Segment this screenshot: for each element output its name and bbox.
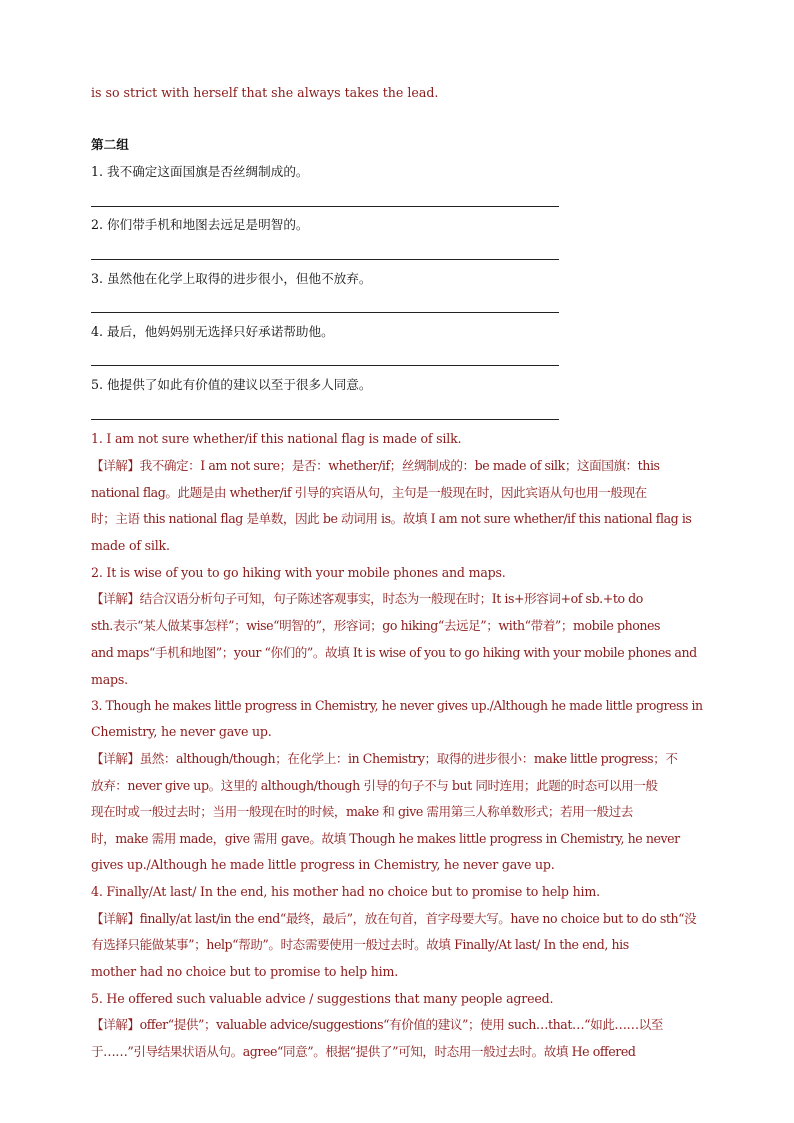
- detail-line: national flag。此题是由 whether/if 引导的宾语从句，主句是一般现在时，因此宾语从句也用一般现在: [91, 485, 647, 500]
- question-1: 1. 我不确定这面国旗是否丝绸制成的。: [91, 164, 309, 179]
- answer-blank-1: [91, 206, 559, 207]
- group-heading: 第二组: [91, 137, 129, 152]
- detail-line: 【详解】结合汉语分析句子可知，句子陈述客观事实，时态为一般现在时；It is+形容词+of sb.+to do: [91, 591, 643, 606]
- detail-label: 【详解】: [91, 911, 140, 926]
- answer-blank-4: [91, 365, 559, 366]
- detail-line: 【详解】虽然：although/though；在化学上：in Chemistry；取得的进步很小：make little progress；不: [91, 751, 678, 766]
- detail-line: 时；主语 this national flag 是单数，因此 be 动词用 is。故填 I am not sure whether/if this national flag is: [91, 511, 692, 526]
- detail-line: 现在时或一般过去时；当用一般现在时的时候，make 和 give 需用第三人称单数形式；若用一般过去: [91, 804, 633, 819]
- detail-line: and maps“手机和地图”；your “你们的”。故填 It is wise of you to go hiking with your mobile phones and: [91, 645, 697, 660]
- detail-line: mother had no choice but to promise to help him.: [91, 964, 399, 979]
- answer-3-cont: Chemistry, he never gave up.: [91, 724, 272, 739]
- detail-line: made of silk.: [91, 538, 170, 553]
- answer-3: 3. Though he makes little progress in Chemistry, he never gives up./Although he made little progress in: [91, 698, 703, 713]
- answer-5: 5. He offered such valuable advice / suggestions that many people agreed.: [91, 991, 554, 1006]
- question-5: 5. 他提供了如此有价值的建议以至于很多人同意。: [91, 377, 372, 392]
- detail-line: 放弃：never give up。这里的 although/though 引导的句子不与 but 同时连用；此题的时态可以用一般: [91, 778, 658, 793]
- detail-line: sth.表示“某人做某事怎样”；wise“明智的”，形容词；go hiking“去远足”；with“带着”；mobile phones: [91, 618, 661, 633]
- detail-line: 【详解】我不确定：I am not sure；是否：whether/if；丝绸制成的：be made of silk；这面国旗：this: [91, 458, 660, 473]
- detail-label: 【详解】: [91, 1017, 140, 1032]
- detail-line: 【详解】offer“提供”；valuable advice/suggestions“有价值的建议”；使用 such…that…“如此……以至: [91, 1017, 663, 1032]
- detail-label: 【详解】: [91, 591, 140, 606]
- detail-line: gives up./Although he made little progress in Chemistry, he never gave up.: [91, 857, 555, 872]
- detail-line: maps.: [91, 672, 128, 687]
- answer-2: 2. It is wise of you to go hiking with your mobile phones and maps.: [91, 565, 506, 580]
- answer-blank-3: [91, 312, 559, 313]
- question-4: 4. 最后，他妈妈别无选择只好承诺帮助他。: [91, 324, 334, 339]
- answer-4: 4. Finally/At last/ In the end, his mother had no choice but to promise to help him.: [91, 884, 600, 899]
- detail-line: 【详解】finally/at last/in the end“最终，最后”，放在句首，首字母要大写。have no choice but to do sth“没: [91, 911, 697, 926]
- detail-line: 有选择只能做某事”；help“帮助”。时态需要使用一般过去时。故填 Finally/At last/ In the end, his: [91, 937, 629, 952]
- question-2: 2. 你们带手机和地图去远足是明智的。: [91, 217, 309, 232]
- answer-blank-5: [91, 419, 559, 420]
- detail-line: 时，make 需用 made，give 需用 gave。故填 Though he makes little progress in Chemistry, he never: [91, 831, 680, 846]
- answer-1: 1. I am not sure whether/if this national flag is made of silk.: [91, 431, 462, 446]
- answer-blank-2: [91, 259, 559, 260]
- detail-label: 【详解】: [91, 458, 140, 473]
- intro-line: is so strict with herself that she always takes the lead.: [91, 85, 439, 100]
- detail-line: 于……”引导结果状语从句。agree“同意”。根据“提供了”可知，时态用一般过去时。故填 He offered: [91, 1044, 636, 1059]
- question-3: 3. 虽然他在化学上取得的进步很小，但他不放弃。: [91, 271, 372, 286]
- detail-label: 【详解】: [91, 751, 140, 766]
